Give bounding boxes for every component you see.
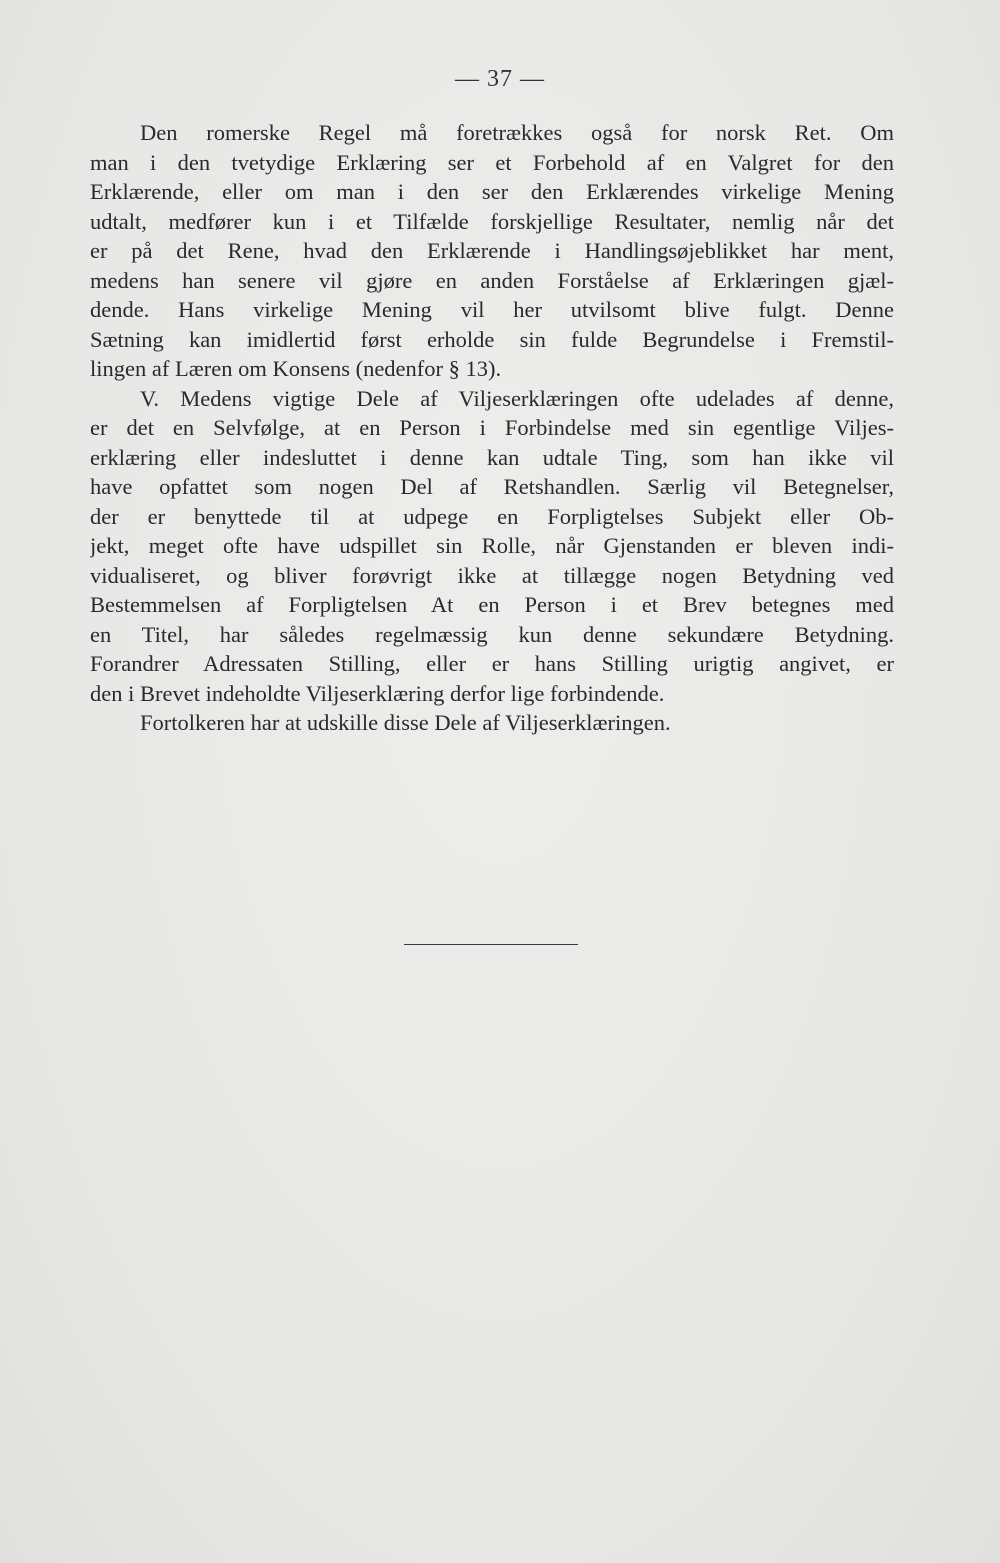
text-line: der er benyttede til at udpege en Forpligtelses Subjekt eller Ob- [90, 503, 894, 529]
text-line: Bestemmelsen af Forpligtelsen At en Person i et Brev betegnes med [90, 592, 894, 617]
text-line: man i den tvetydige Erklæring ser et Forbehold af en Valgret for den [90, 149, 894, 175]
body-text [90, 118, 894, 738]
text-line: Den romerske Regel må foretrækkes også for norsk Ret. Om [140, 120, 894, 145]
text-line: dende. Hans virkelige Mening vil her utvilsomt blive fulgt. Denne [90, 297, 894, 322]
text-line: udtalt, medfører kun i et Tilfælde forskjellige Resultater, nemlig når det [90, 208, 894, 234]
text-line: Erklærende, eller om man i den ser den Erklærendes virkelige Mening [90, 179, 894, 204]
text-line: Forandrer Adressaten Stilling, eller er hans Stilling urigtig angivet, er [90, 651, 894, 676]
text-line: den i Brevet indeholdte Viljeserklæring derfor lige forbindende. [90, 680, 665, 706]
text-line: V. Medens vigtige Dele af Viljeserklæringen ofte udelades af denne, [140, 385, 894, 411]
text-line: have opfattet som nogen Del af Retshandlen. Særlig vil Betegnelser, [90, 474, 894, 499]
text-line: Sætning kan imidlertid først erholde sin fulde Begrundelse i Fremstil- [90, 326, 894, 352]
text-line: medens han senere vil gjøre en anden Forståelse af Erklæringen gjæl- [90, 267, 894, 293]
section-divider [404, 944, 578, 945]
text-line: er det en Selvfølge, at en Person i Forbindelse med sin egentlige Viljes- [90, 415, 894, 440]
text-line: jekt, meget ofte have udspillet sin Rolle, når Gjenstanden er bleven indi- [90, 533, 894, 558]
text-line: er på det Rene, hvad den Erklærende i Handlingsøjeblikket har ment, [90, 238, 894, 263]
text-line: lingen af Læren om Konsens (nedenfor § 13). [90, 356, 502, 381]
page-number: — 37 — [455, 66, 545, 92]
text-line: erklæring eller indesluttet i denne kan udtale Ting, som han ikke vil [90, 444, 894, 470]
text-line: en Titel, har således regelmæssig kun denne sekundære Betydning. [90, 621, 894, 647]
text-line: vidualiseret, og bliver forøvrigt ikke at tillægge nogen Betydning ved [90, 562, 894, 588]
text-line: Fortolkeren har at udskille disse Dele af Viljeserklæringen. [140, 710, 671, 735]
